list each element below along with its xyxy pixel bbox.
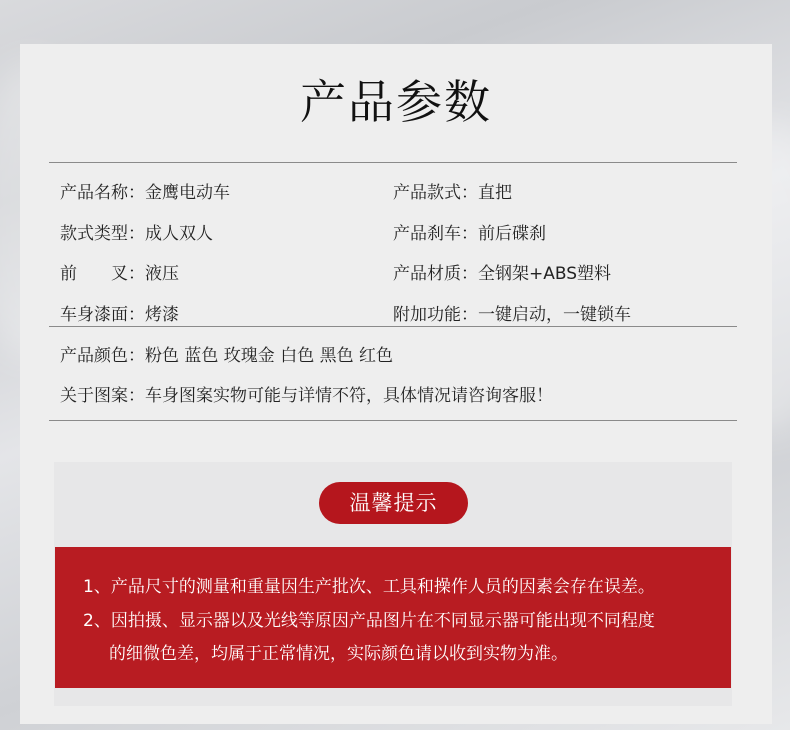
spec-label: 车身漆面： [60,305,145,325]
spec-material [393,259,611,284]
spec-value: 一键启动，一键锁车 [478,305,631,325]
spec-brake [393,219,546,244]
spec-value: 前后碟刹 [478,224,546,244]
spec-label: 产品刹车： [393,224,478,244]
spec-name [60,178,230,203]
spec-value: 粉色 蓝色 玫瑰金 白色 黑色 红色 [145,346,394,366]
divider-middle [49,326,737,327]
notice-item-2: 2、因拍摄、显示器以及光线等原因产品图片在不同显示器可能出现不同程度 [83,611,655,631]
notice-item-2-continued: 的细微色差，均属于正常情况，实际颜色请以收到实物为准。 [109,644,568,664]
notice-box [55,547,731,688]
spec-value: 金鹰电动车 [145,183,230,203]
spec-label: 产品材质： [393,264,478,284]
spec-value: 烤漆 [145,305,179,325]
spec-label: 关于图案： [60,386,145,406]
spec-value: 直把 [478,183,512,203]
notice-item-1: 1、产品尺寸的测量和重量因生产批次、工具和操作人员的因素会存在误差。 [83,577,655,597]
spec-value: 液压 [145,264,179,284]
page-title: 产品参数 [300,75,492,129]
spec-label: 款式类型： [60,224,145,244]
spec-pattern [60,381,553,406]
spec-label: 产品名称： [60,183,145,203]
spec-label: 产品款式： [393,183,478,203]
spec-label: 前 叉： [60,264,145,284]
spec-label: 产品颜色： [60,346,145,366]
spec-style [393,178,512,203]
spec-colors [60,341,393,366]
divider-top [49,162,737,163]
spec-type [60,219,213,244]
spec-paint [60,300,179,325]
spec-value: 全钢架+ABS塑料 [478,264,612,284]
spec-label: 附加功能： [393,305,478,325]
spec-value: 车身图案实物可能与详情不符，具体情况请咨询客服！ [145,386,553,406]
spec-panel [20,44,772,724]
spec-fork [60,259,179,284]
spec-value: 成人双人 [145,224,213,244]
notice-badge: 温馨提示 [319,482,468,524]
spec-extra [393,300,631,325]
divider-bottom [49,420,737,421]
